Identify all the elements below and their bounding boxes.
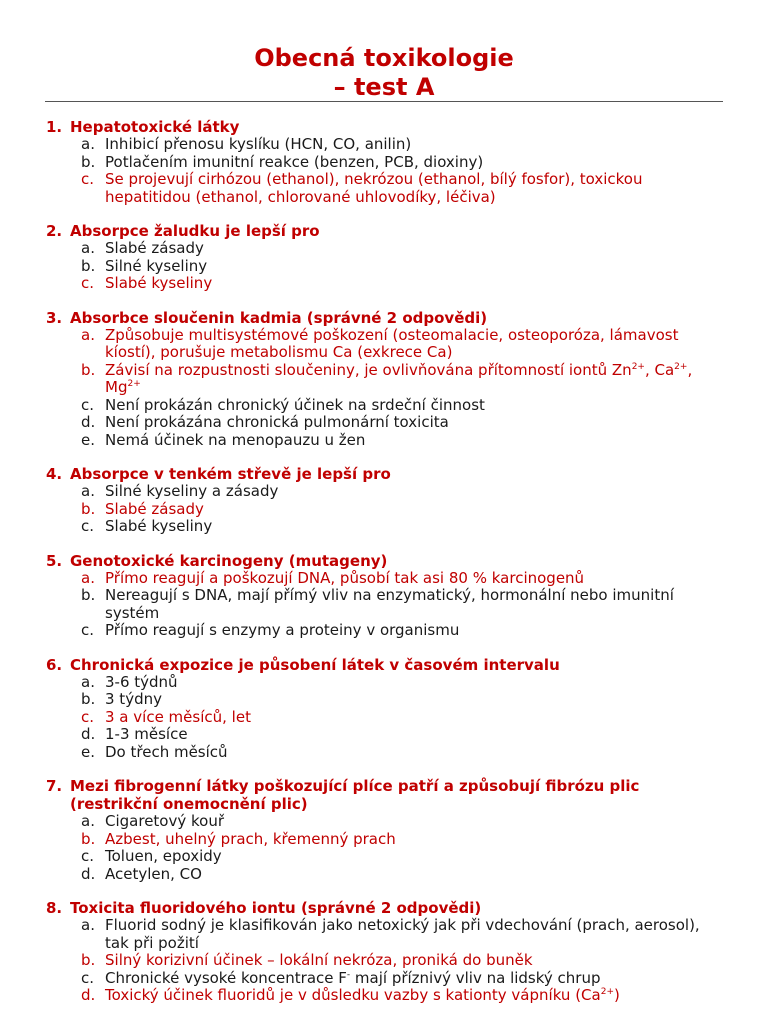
answer-text-main: Do třech měsíců (105, 742, 228, 761)
question-text: Absorpce v tenkém střevě je lepší pro (70, 465, 391, 483)
question-item (46, 777, 728, 883)
answer-option-correct (46, 327, 728, 362)
answer-text (105, 362, 728, 397)
question-text: Hepatotoxické látky (70, 118, 240, 136)
answer-letter: a. (81, 672, 95, 691)
answer-text (105, 848, 728, 866)
question-text: Absorbce sloučenin kadmia (správné 2 odpovědi) (70, 308, 488, 327)
answer-text-part: , Mg (105, 360, 693, 396)
question-number: 5. (46, 551, 63, 570)
answer-letter: b. (81, 360, 96, 379)
answer-text-main: Přímo reagují s enzymy a proteiny v organismu (105, 621, 460, 639)
answer-option (46, 136, 728, 154)
question-number: 2. (46, 222, 63, 240)
answer-option (46, 240, 728, 258)
question-item (46, 118, 728, 206)
answer-text (105, 397, 728, 415)
question-text: Genotoxické karcinogeny (mutageny) (70, 551, 388, 570)
answer-text (105, 275, 728, 293)
answer-letter: a. (81, 482, 95, 500)
answer-text (105, 154, 728, 172)
answer-text-main: Chronické vysoké koncentrace F (105, 968, 347, 987)
question-item (46, 465, 728, 536)
answer-list (46, 136, 728, 206)
answer-letter: e. (81, 430, 95, 449)
answer-letter: c. (81, 170, 95, 188)
question-text: Mezi fibrogenní látky poškozující plíce patří a způsobují fibrózu plic (restrikční onemocnění plic) (70, 777, 640, 813)
answer-option-correct (46, 570, 728, 588)
answer-text (105, 744, 728, 762)
answer-text-main: Slabé kyseliny (105, 517, 213, 535)
answer-option-correct (46, 275, 728, 293)
answer-text (105, 831, 728, 849)
answer-text-main: Slabé zásady (105, 239, 204, 257)
answer-letter: b. (81, 829, 96, 848)
answer-list (46, 813, 728, 883)
answer-text (105, 674, 728, 692)
answer-letter: a. (81, 325, 95, 344)
answer-option (46, 258, 728, 276)
answer-text (105, 570, 728, 588)
answer-text-main: Fluorid sodný je klasifikován jako netoxický jak při vdechování (prach, aerosol), tak při požití (105, 916, 700, 952)
answer-list (46, 674, 728, 762)
answer-text (105, 813, 728, 831)
answer-letter: d. (81, 864, 96, 883)
answer-option (46, 917, 728, 952)
question-heading (46, 552, 728, 570)
answer-text (105, 622, 728, 640)
question-text: Absorpce žaludku je lepší pro (70, 222, 320, 240)
answer-letter: c. (81, 968, 95, 987)
superscript-charge: 2+ (631, 361, 645, 372)
answer-option (46, 726, 728, 744)
answer-text-main: Azbest, uhelný prach, křemenný prach (105, 829, 396, 848)
answer-text-main: 1-3 měsíce (105, 725, 188, 743)
answer-letter: e. (81, 742, 95, 761)
answer-list (46, 570, 728, 640)
answer-text-main: Inhibicí přenosu kyslíku (HCN, CO, anilin) (105, 135, 412, 153)
answer-text (105, 414, 728, 432)
answer-letter: a. (81, 916, 95, 934)
answer-list (46, 917, 728, 1005)
question-number: 4. (46, 465, 63, 483)
answer-option (46, 866, 728, 884)
answer-option (46, 744, 728, 762)
answer-text (105, 171, 728, 206)
title-line-2: – test A (333, 73, 435, 101)
answer-letter: a. (81, 135, 95, 153)
answer-option (46, 970, 728, 988)
answer-text-main: Způsobuje multisystémové poškození (osteomalacie, osteoporóza, lámavost kíostí), porušuje metabolismu Ca (exkrece Ca) (105, 325, 679, 361)
answer-text (105, 136, 728, 154)
answer-option-correct (46, 362, 728, 397)
answer-text-main: 3 týdny (105, 690, 162, 708)
question-item (46, 899, 728, 1005)
answer-letter: c. (81, 517, 95, 535)
answer-option-correct (46, 501, 728, 519)
answer-option (46, 483, 728, 501)
answer-text-main: Acetylen, CO (105, 864, 202, 883)
answer-letter: d. (81, 725, 96, 743)
superscript-charge: 2+ (674, 361, 688, 372)
answer-letter: d. (81, 413, 96, 431)
answer-text-main: Nereagují s DNA, mají přímý vliv na enzymatický, hormonální nebo imunitní systém (105, 586, 674, 622)
question-list (46, 118, 728, 1021)
answer-letter: b. (81, 499, 96, 518)
answer-text-main: Není prokázána chronická pulmonární toxicita (105, 413, 449, 431)
answer-text-main: Není prokázán chronický účinek na srdeční činnost (105, 395, 485, 414)
answer-letter: c. (81, 847, 95, 865)
question-heading (46, 656, 728, 674)
answer-letter: a. (81, 812, 95, 830)
answer-option (46, 848, 728, 866)
answer-letter: b. (81, 586, 96, 604)
answer-letter: b. (81, 690, 96, 708)
question-heading (46, 465, 728, 483)
answer-text-part: ) (614, 986, 620, 1004)
answer-text-main: Silné kyseliny (105, 256, 208, 275)
answer-text (105, 970, 728, 988)
answer-letter: c. (81, 707, 95, 726)
answer-text (105, 240, 728, 258)
superscript-charge: - (346, 969, 351, 980)
question-number: 3. (46, 308, 63, 327)
answer-letter: b. (81, 951, 96, 969)
answer-text (105, 518, 728, 536)
answer-letter: c. (81, 395, 95, 414)
question-text: Chronická expozice je působení látek v časovém intervalu (70, 655, 560, 674)
question-item (46, 222, 728, 293)
answer-option-correct (46, 171, 728, 206)
superscript-charge: 2+ (127, 379, 141, 389)
answer-list (46, 240, 728, 293)
answer-text-part: , Ca (644, 360, 675, 379)
page-title (0, 0, 768, 102)
question-item (46, 552, 728, 640)
answer-option (46, 622, 728, 640)
answer-text-main: Se projevují cirhózou (ethanol), nekrózou (ethanol, bílý fosfor), toxickou hepatitidou (ethanol, chlorované uhlovodíky, léčiva) (105, 170, 643, 206)
answer-text (105, 483, 728, 501)
answer-text (105, 691, 728, 709)
question-number: 8. (46, 899, 63, 917)
answer-text (105, 952, 728, 970)
question-item (46, 656, 728, 762)
answer-text-main: 3-6 týdnů (105, 672, 178, 691)
answer-text-part: mají příznivý vliv na lidský chrup (350, 968, 601, 987)
question-number: 6. (46, 655, 63, 674)
question-heading (46, 222, 728, 240)
answer-option (46, 674, 728, 692)
answer-text-main: Přímo reagují a poškozují DNA, působí tak asi 80 % karcinogenů (105, 568, 585, 587)
question-number: 1. (46, 118, 63, 136)
question-heading (46, 777, 728, 813)
answer-text-main: Závisí na rozpustnosti sloučeniny, je ovlivňována přítomností iontů Zn (105, 360, 632, 379)
title-line-1: Obecná toxikologie (254, 44, 514, 72)
question-text: Toxicita fluoridového iontu (správné 2 odpovědi) (70, 899, 482, 917)
question-heading (46, 118, 728, 136)
answer-option (46, 432, 728, 450)
answer-option-correct (46, 952, 728, 970)
answer-text-main: 3 a více měsíců, let (105, 707, 251, 726)
question-number: 7. (46, 777, 63, 795)
answer-option-correct (46, 987, 728, 1005)
answer-option-correct (46, 831, 728, 849)
answer-option (46, 518, 728, 536)
answer-option (46, 691, 728, 709)
answer-text (105, 987, 728, 1005)
answer-text-main: Slabé zásady (105, 499, 204, 518)
answer-text (105, 501, 728, 519)
answer-text-main: Toxický účinek fluoridů je v důsledku vazby s kationty vápníku (Ca (105, 986, 601, 1004)
answer-letter: b. (81, 256, 96, 275)
answer-letter: c. (81, 621, 95, 639)
answer-list (46, 327, 728, 450)
answer-letter: d. (81, 986, 96, 1004)
answer-text (105, 866, 728, 884)
answer-text-main: Potlačením imunitní reakce (benzen, PCB, dioxiny) (105, 152, 484, 171)
answer-option (46, 154, 728, 172)
answer-letter: a. (81, 239, 95, 257)
answer-letter: a. (81, 568, 95, 587)
answer-text-main: Silný korizivní účinek – lokální nekróza, proniká do buněk (105, 951, 533, 969)
answer-letter: c. (81, 274, 95, 292)
answer-text (105, 726, 728, 744)
answer-text-main: Cigaretový kouř (105, 812, 225, 830)
answer-letter: b. (81, 152, 96, 171)
answer-option (46, 587, 728, 622)
answer-list (46, 483, 728, 536)
question-heading (46, 899, 728, 917)
answer-text-main: Toluen, epoxidy (105, 847, 222, 865)
answer-text (105, 917, 728, 952)
answer-text-main: Silné kyseliny a zásady (105, 482, 279, 500)
answer-text (105, 432, 728, 450)
superscript-charge: 2+ (600, 987, 614, 997)
title-divider (45, 101, 723, 102)
answer-text-main: Nemá účinek na menopauzu u žen (105, 430, 366, 449)
answer-option (46, 397, 728, 415)
answer-option (46, 813, 728, 831)
answer-option-correct (46, 709, 728, 727)
answer-text (105, 258, 728, 276)
answer-text (105, 327, 728, 362)
answer-text (105, 709, 728, 727)
answer-option (46, 414, 728, 432)
answer-text-main: Slabé kyseliny (105, 274, 213, 292)
question-item (46, 309, 728, 450)
answer-text (105, 587, 728, 622)
question-heading (46, 309, 728, 327)
